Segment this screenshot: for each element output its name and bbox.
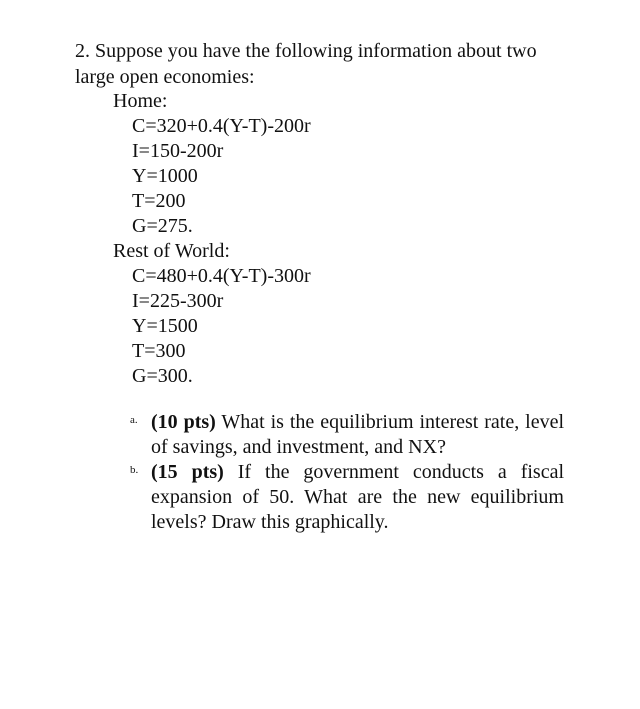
home-equations bbox=[132, 114, 311, 239]
points-label: (15 pts) bbox=[151, 461, 224, 483]
points-label: (10 pts) bbox=[151, 411, 216, 433]
row-government-value: G=300. bbox=[132, 365, 193, 387]
rest-of-world-heading: Rest of World: bbox=[113, 240, 230, 262]
subquestion-marker: b. bbox=[130, 464, 139, 476]
row-investment-equation: I=225-300r bbox=[132, 290, 224, 312]
home-output-value: Y=1000 bbox=[132, 165, 198, 187]
subquestion-a bbox=[130, 410, 564, 460]
row-consumption-equation: C=480+0.4(Y-T)-300r bbox=[132, 265, 311, 287]
subquestion-b bbox=[130, 460, 564, 535]
question-intro: 2. Suppose you have the following information about two large open economies: bbox=[75, 40, 537, 88]
rest-of-world-equations bbox=[132, 264, 311, 389]
subquestion-text: If the government conducts a fiscal expansion of 50. What are the new equilibrium levels? Draw this graphically. bbox=[151, 461, 565, 533]
home-taxes-value: T=200 bbox=[132, 190, 186, 212]
row-output-value: Y=1500 bbox=[132, 315, 198, 337]
home-heading: Home: bbox=[113, 90, 168, 112]
home-government-value: G=275. bbox=[132, 215, 193, 237]
subquestion-list bbox=[130, 410, 564, 535]
row-taxes-value: T=300 bbox=[132, 340, 186, 362]
home-investment-equation: I=150-200r bbox=[132, 140, 224, 162]
subquestion-marker: a. bbox=[130, 414, 138, 426]
subquestion-text: What is the equilibrium interest rate, level of savings, and investment, and NX? bbox=[151, 411, 565, 458]
home-consumption-equation: C=320+0.4(Y-T)-200r bbox=[132, 115, 311, 137]
